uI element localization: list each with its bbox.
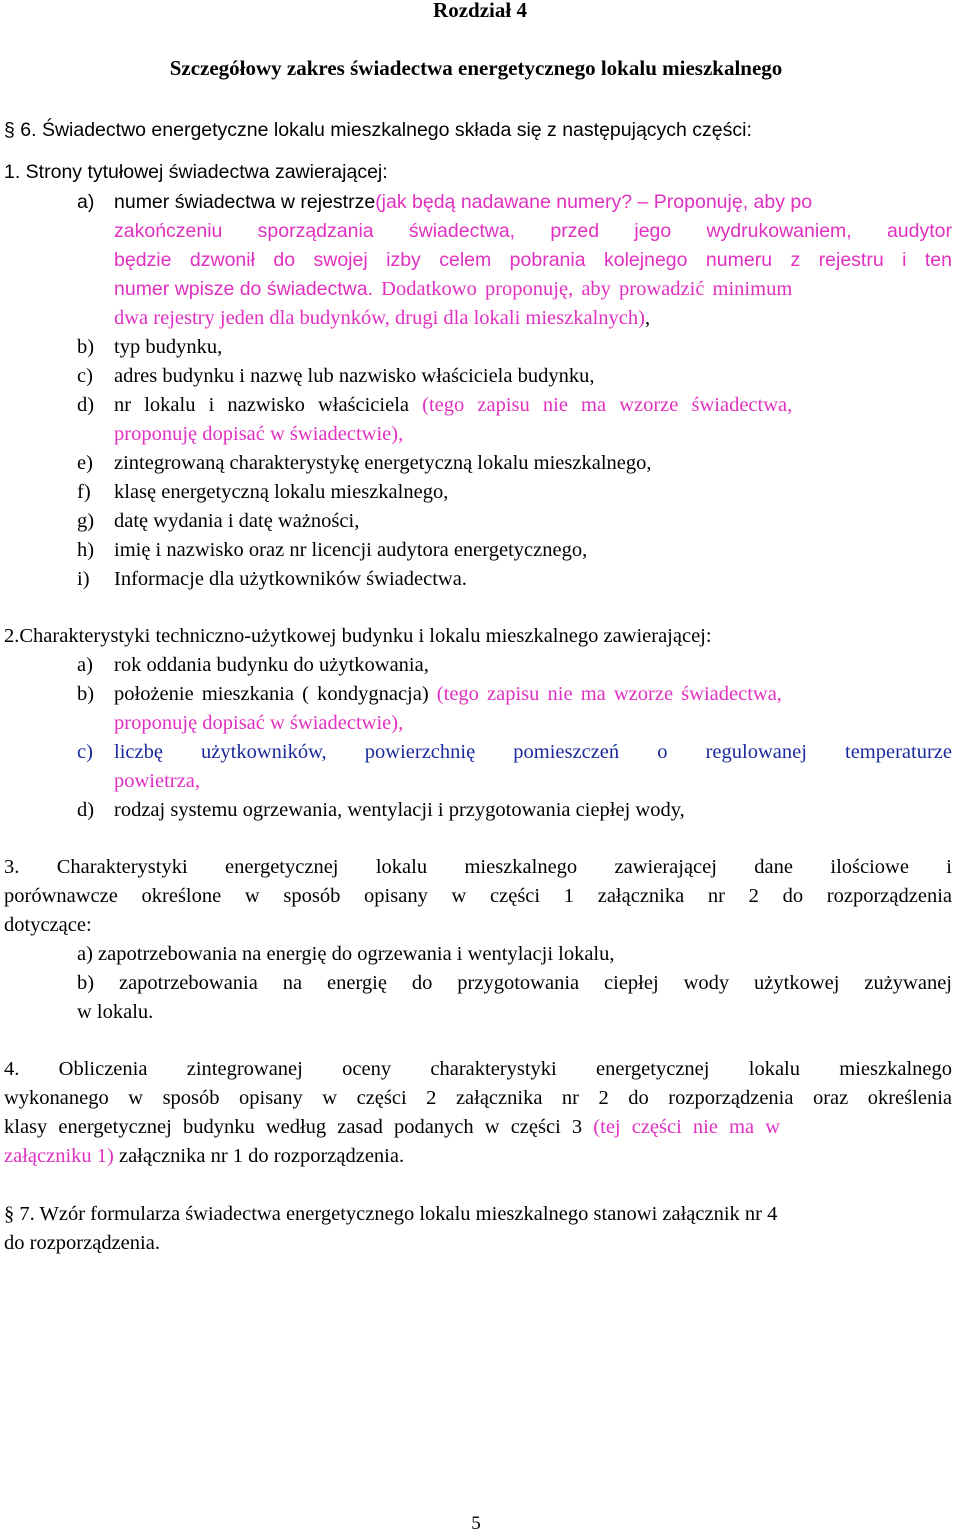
section-4-line4: [4, 1143, 404, 1169]
item-1a-line4: [114, 276, 792, 304]
item-1i-label: i): [77, 568, 90, 590]
item-1a-line5-text: dwa rejestry jeden dla budynków, drugi dla lokali mieszkalnych): [114, 307, 645, 329]
item-2b-text: położenie mieszkania ( kondygnacja): [114, 683, 429, 705]
item-1e-label: e): [77, 452, 93, 474]
item-2b-comment-line2: proponuję dopisać w świadectwie),: [114, 712, 404, 734]
item-1b-text: typ budynku,: [114, 336, 223, 358]
item-2d-label: d): [77, 799, 95, 821]
item-1a-line3: będzie dzwonił do swojej izby celem pobrania kolejnego numeru z rejestru i ten: [114, 249, 952, 271]
item-1f-label: f): [77, 481, 91, 503]
item-1h-text: imię i nazwisko oraz nr licencji audytora energetycznego,: [114, 539, 588, 561]
item-1a-label: a): [77, 191, 95, 213]
item-2a-text: rok oddania budynku do użytkowania,: [114, 654, 429, 676]
item-1c-text: adres budynku i nazwę lub nazwisko właściciela budynku,: [114, 365, 595, 387]
section-4-line3: [4, 1114, 952, 1140]
section-4-comment: (tej części nie ma w: [582, 1116, 781, 1138]
item-1a-line5: dwa rejestry jeden dla budynków, drugi dla lokali mieszkalnych),: [114, 307, 651, 329]
item-2c-text-line2: powietrza,: [114, 770, 200, 792]
item-1a-comment-dash: – Proponuję, aby po: [632, 191, 813, 213]
section-4-line4-text: załącznika nr 1 do rozporządzenia.: [113, 1145, 405, 1167]
paragraph-6-intro: § 6. Świadectwo energetyczne lokalu mieszkalnego składa się z następujących części:: [4, 119, 752, 141]
item-2b-label: b): [77, 683, 95, 705]
item-1g-label: g): [77, 510, 95, 532]
item-1a-comment: (jak będą nadawane numery?: [375, 191, 633, 213]
section-1-heading: 1. Strony tytułowej świadectwa zawierającej:: [4, 161, 388, 183]
section-4-line1: 4. Obliczenia zintegrowanej oceny charakterystyki energetycznej lokalu mieszkalnego: [4, 1058, 952, 1080]
section-3-line1: 3. Charakterystyki energetycznej lokalu mieszkalnego zawierającej dane ilościowe i: [4, 856, 952, 878]
item-2a-label: a): [77, 654, 93, 676]
item-1b-label: b): [77, 336, 95, 358]
section-4-comment-line2: załączniku 1): [4, 1145, 114, 1167]
chapter-title: Rozdział 4: [433, 0, 527, 22]
section-3-item-a: a) zapotrzebowania na energię do ogrzewania i wentylacji lokalu,: [77, 943, 615, 965]
item-1c-label: c): [77, 365, 93, 387]
item-1a-line4-serif: Dodatkowo proponuję, aby prowadzić minimum: [373, 278, 793, 300]
item-1h-label: h): [77, 539, 95, 561]
item-2b-comment: (tego zapisu nie ma wzorze świadectwa,: [428, 683, 782, 705]
section-3-line3: dotyczące:: [4, 914, 92, 936]
item-1d-comment: (tego zapisu nie ma wzorze świadectwa,: [409, 394, 793, 416]
item-1i-text: Informacje dla użytkowników świadectwa.: [114, 568, 467, 590]
item-1a-text: numer świadectwa w rejestrze: [114, 191, 376, 213]
item-1a-line2: zakończeniu sporządzania świadectwa, przed jego wydrukowaniem, audytor: [114, 220, 952, 242]
section-4-line3-text: klasy energetycznej budynku według zasad podanych w części 3: [4, 1116, 583, 1138]
item-2c-label: c): [77, 741, 93, 763]
paragraph-7-line1: § 7. Wzór formularza świadectwa energetycznego lokalu mieszkalnego stanowi załącznik nr 4: [4, 1203, 778, 1225]
item-1e-text: zintegrowaną charakterystykę energetyczną lokalu mieszkalnego,: [114, 452, 652, 474]
item-1f-text: klasę energetyczną lokalu mieszkalnego,: [114, 481, 449, 503]
item-2c-text: liczbę użytkowników, powierzchnię pomieszczeń o regulowanej temperaturze: [114, 741, 952, 763]
item-1a-line1: [114, 189, 952, 215]
paragraph-7-line2: do rozporządzenia.: [4, 1232, 160, 1254]
item-1a-line4-sans: numer wpisze do świadectwa.: [114, 278, 374, 300]
item-1d-text: nr lokalu i nazwisko właściciela: [114, 394, 409, 416]
item-1d-label: d): [77, 394, 95, 416]
item-2b-line1: [114, 681, 782, 707]
section-3-line2: porównawcze określone w sposób opisany w części 1 załącznika nr 2 do rozporządzenia: [4, 885, 952, 907]
item-1g-text: datę wydania i datę ważności,: [114, 510, 360, 532]
item-1d-line1: [114, 392, 952, 418]
item-2d-text: rodzaj systemu ogrzewania, wentylacji i przygotowania ciepłej wody,: [114, 799, 685, 821]
section-4-line2: wykonanego w sposób opisany w części 2 załącznika nr 2 do rozporządzenia oraz określenia: [4, 1087, 952, 1109]
item-1d-comment-line2: proponuję dopisać w świadectwie),: [114, 423, 404, 445]
section-3-item-b-line2: w lokalu.: [77, 1001, 154, 1023]
section-2-heading: 2.Charakterystyki techniczno-użytkowej budynku i lokalu mieszkalnego zawierającej:: [4, 625, 712, 647]
page-number: 5: [471, 1513, 481, 1534]
chapter-subtitle: Szczegółowy zakres świadectwa energetycznego lokalu mieszkalnego: [169, 56, 783, 80]
section-3-item-b: b) zapotrzebowania na energię do przygotowania ciepłej wody użytkowej zużywanej: [77, 972, 952, 994]
